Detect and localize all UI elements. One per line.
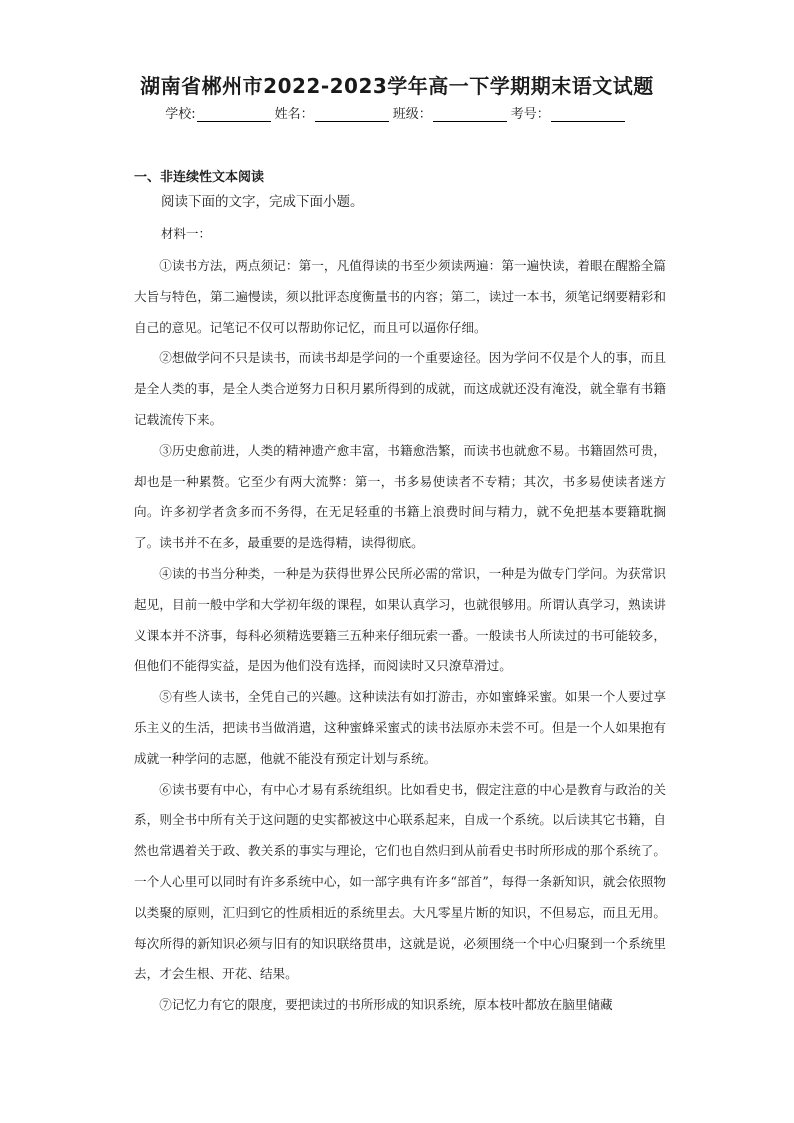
name-field bbox=[275, 103, 389, 122]
material-label: 材料一： bbox=[161, 226, 212, 241]
school-field bbox=[165, 103, 270, 122]
section-heading: 一、非连续性文本阅读 bbox=[134, 170, 265, 185]
paragraph-2: ②想做学问不只是读书，而读书却是学问的一个重要途径。因为学问不仅是个人的事，而且是全人类的事，是全人类合逆努力日积月累所得到的成就，而这成就还没有淹没，就全靠有书籍记载流传下来。 bbox=[134, 350, 666, 427]
document-title: 湖南省郴州市2022-2023学年高一下学期期末语文试题 bbox=[140, 74, 654, 98]
paragraph-3: ③历史愈前进，人类的精神遗产愈丰富，书籍愈浩繁，而读书也就愈不易。书籍固然可贵，却也是一种累赘。它至少有两大流弊：第一，书多易使读者不专精；其次，书多易使读者迷方向。许多初学者贪多而不务得，在无足轻重的书籍上浪费时间与精力，就不免把基本要籍耽搁了。读书并不在多，最重要的是选得精，读得彻底。 bbox=[134, 442, 666, 551]
paragraph-5: ⑤有些人读书，全凭自己的兴趣。这种读法有如打游击，亦如蜜蜂采蜜。如果一个人要过享乐主义的生活，把读书当做消遣，这种蜜蜂采蜜式的读书法原亦未尝不可。但是一个人如果抱有成就一种学问的志愿，他就不能没有预定计划与系统。 bbox=[134, 689, 666, 766]
instruction-text: 阅读下面的文字，完成下面小题。 bbox=[161, 194, 364, 210]
paragraph-1: ①读书方法，两点须记：第一，凡值得读的书至少须读两遍：第一遍快读，着眼在醒豁全篇大旨与特色，第二遍慢读，须以批评态度衡量书的内容；第二，读过一本书，须笔记纲要精彩和自己的意见。记笔记不仅可以帮助你记忆，而且可以逼你仔细。 bbox=[134, 258, 666, 335]
class-label: 班级： bbox=[392, 107, 432, 122]
name-blank bbox=[315, 107, 389, 122]
exam-number-field bbox=[511, 103, 625, 122]
school-blank bbox=[197, 107, 271, 122]
name-label: 姓名： bbox=[274, 107, 314, 122]
class-blank bbox=[433, 107, 507, 122]
paragraph-6: ⑥读书要有中心，有中心才易有系统组织。比如看史书，假定注意的中心是教育与政治的关系，则全书中所有关于这问题的史实都被这中心联系起来，自成一个系统。以后读其它书籍，自然也常遇着关于政、教关系的事实与理论，它们也自然归到从前看史书时所形成的那个系统了。一个人心里可以同时有许多系统中心，如一部字典有许多“部首”，每得一条新知识，就会依照物以类聚的原则，汇归到它的性质相近的系统里去。大凡零星片断的知识，不但易忘，而且无用。每次所得的新知识必须与旧有的知识联络贯串，这就是说，必须围绕一个中心归聚到一个系统里去，才会生根、开花、结果。 bbox=[134, 781, 666, 982]
paragraph-4: ④读的书当分种类，一种是为获得世界公民所必需的常识，一种是为做专门学问。为获常识起见，目前一般中学和大学初年级的课程，如果认真学习，也就很够用。所谓认真学习，熟读讲义课本并不济事，每科必须精选要籍三五种来仔细玩索一番。一般读书人所读过的书可能较多，但他们不能得实益，是因为他们没有选择，而阅读时又只潦草滑过。 bbox=[134, 565, 666, 674]
exam-number-blank bbox=[551, 107, 625, 122]
student-info-row bbox=[0, 103, 794, 122]
school-label: 学校: bbox=[165, 107, 196, 122]
paragraph-7: ⑦记忆力有它的限度，要把读过的书所形成的知识系统，原本枝叶都放在脑里储藏 bbox=[159, 997, 613, 1013]
exam-number-label: 考号： bbox=[510, 107, 550, 122]
article-body bbox=[134, 251, 666, 1021]
class-field bbox=[393, 103, 507, 122]
